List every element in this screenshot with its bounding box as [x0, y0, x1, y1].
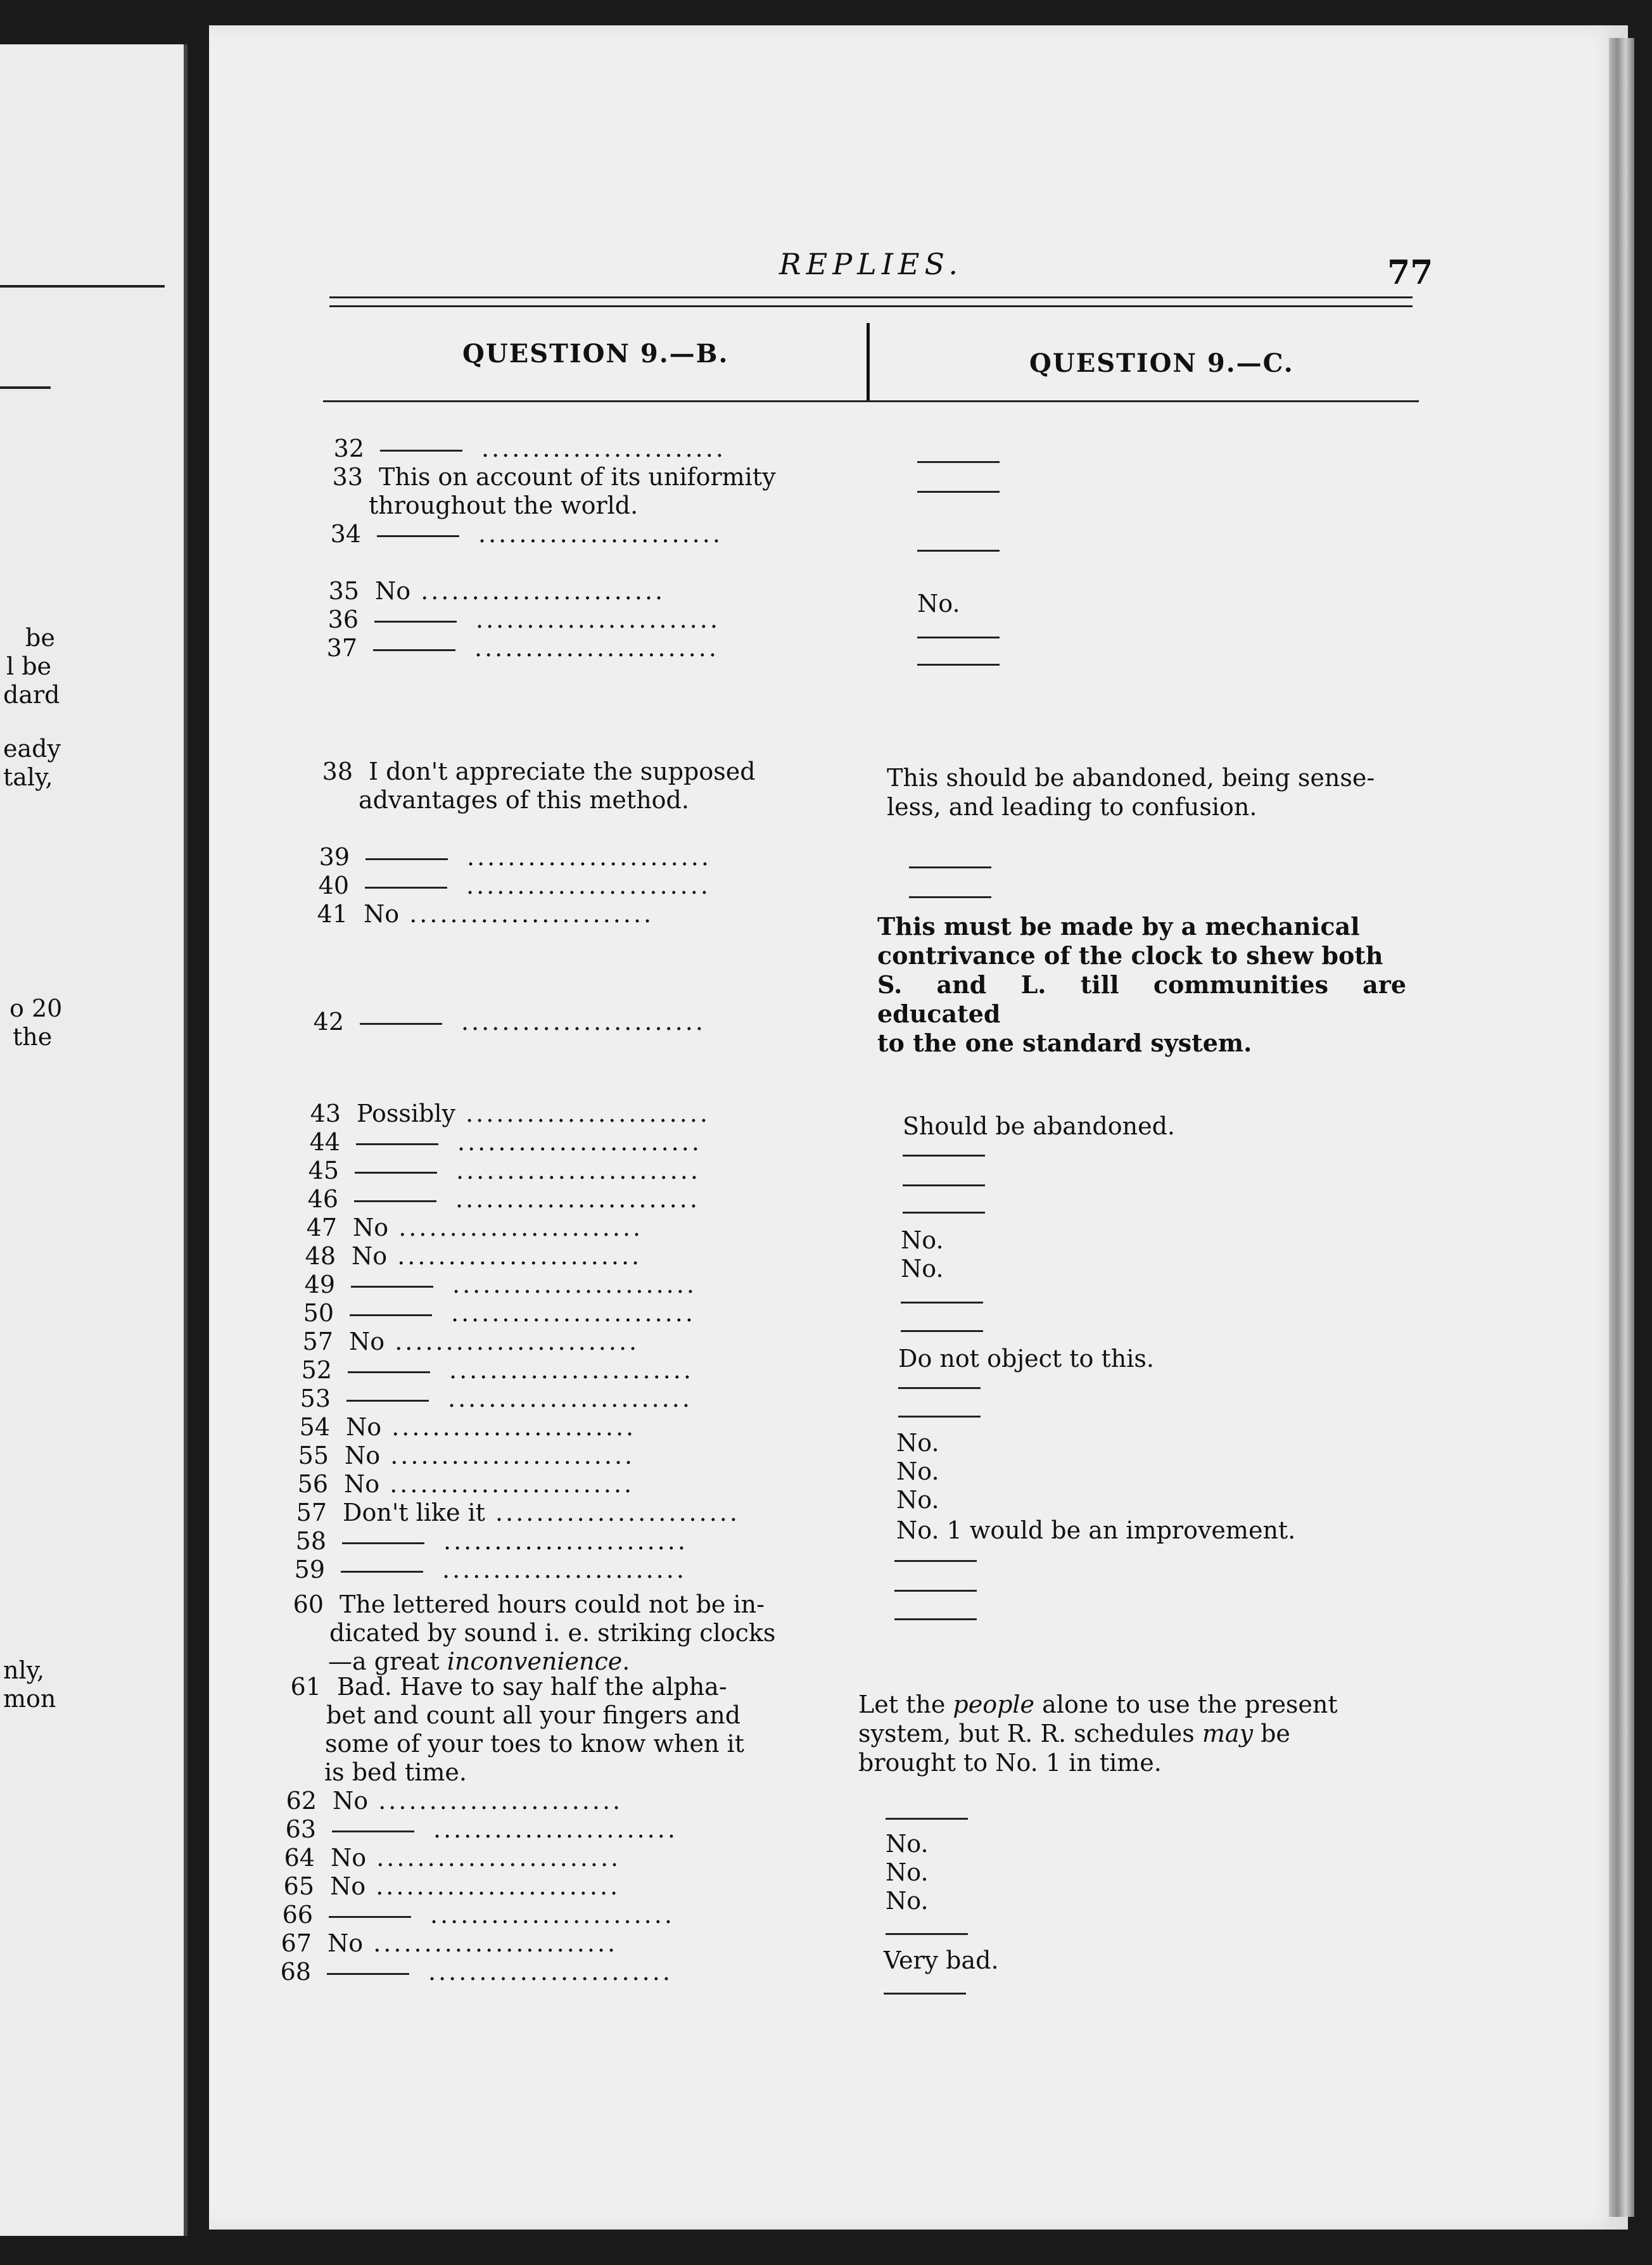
answer-b: ........................	[360, 1007, 706, 1036]
answer-c: This must be made by a mechanical contrivance of the clock to shew both S. and L. till communities are educated to the one standard system.	[877, 912, 1406, 1057]
blank-answer	[909, 866, 991, 868]
row-number: 37	[326, 634, 357, 662]
answer-c: No.	[896, 1486, 939, 1514]
answer-b: ........................	[329, 1900, 675, 1929]
row-number: 46	[307, 1185, 338, 1213]
blank-answer	[898, 1387, 981, 1389]
row-number: 57	[302, 1328, 333, 1355]
answer-b: ........................	[365, 842, 711, 872]
page-edge	[1609, 38, 1634, 2217]
row-number: 64	[284, 1844, 315, 1872]
facing-page-fragment	[0, 44, 187, 2236]
row-number: 55	[298, 1442, 329, 1469]
row-number: 66	[282, 1901, 313, 1929]
answer-b: is bed time.	[324, 1758, 467, 1786]
answer-b: The lettered hours could not be in-	[340, 1590, 765, 1618]
answer-b: advantages of this method.	[359, 786, 689, 814]
blank-answer	[894, 1560, 977, 1562]
answer-b: No ........................	[327, 1929, 618, 1957]
row-number: 32	[333, 435, 364, 462]
blank-answer	[917, 664, 1000, 666]
row-number: 49	[304, 1271, 335, 1298]
answer-b: ........................	[342, 1526, 688, 1556]
row-number: 39	[319, 843, 350, 871]
answer-b: ........................	[373, 633, 719, 663]
head-rule	[323, 400, 1419, 402]
answer-b: ........................	[377, 519, 723, 549]
facing-rule	[0, 285, 165, 288]
answer-c: Very bad.	[884, 1946, 999, 1974]
blank-answer	[886, 1818, 968, 1820]
row-number: 53	[300, 1385, 331, 1412]
answer-c: Let the people alone to use the present system, but R. R. schedules may be brought to No. 1 in time.	[858, 1691, 1338, 1777]
blank-answer	[886, 1933, 968, 1935]
blank-answer	[903, 1184, 985, 1186]
row-number: 33	[332, 463, 363, 491]
answer-b: dicated by sound i. e. striking clocks	[329, 1619, 776, 1647]
answer-b: ........................	[327, 1957, 673, 1986]
head-rule	[329, 305, 1413, 307]
facing-text: taly,	[3, 763, 53, 791]
row-number: 68	[280, 1958, 311, 1986]
answer-b: ........................	[380, 434, 726, 463]
answer-c: This should be abandoned, being sense- less, and leading to confusion.	[887, 764, 1375, 821]
blank-answer	[901, 1302, 983, 1304]
answer-b: ........................	[332, 1815, 678, 1844]
blank-answer	[901, 1330, 983, 1332]
blank-answer	[903, 1155, 985, 1157]
answer-b: ........................	[341, 1555, 687, 1584]
answer-c: No.	[886, 1858, 929, 1886]
blank-answer	[917, 550, 1000, 552]
answer-b: This on account of its uniformity	[379, 463, 776, 491]
row-number: 36	[327, 606, 359, 633]
answer-b: Bad. Have to say half the alpha-	[337, 1673, 727, 1701]
facing-text: the	[13, 1023, 53, 1051]
row-number: 57	[296, 1499, 327, 1526]
answer-b: throughout the world.	[369, 492, 639, 519]
answer-b: No ........................	[333, 1787, 623, 1815]
answer-c: No.	[896, 1457, 939, 1485]
answer-b: some of your toes to know when it	[325, 1730, 744, 1758]
blank-answer	[894, 1590, 977, 1592]
row-number: 63	[285, 1815, 316, 1843]
row-number: 38	[322, 758, 353, 785]
answer-b: ........................	[356, 1127, 702, 1157]
answer-c: No.	[917, 590, 960, 618]
answer-b: No ........................	[344, 1470, 635, 1498]
facing-text: nly,	[3, 1656, 45, 1684]
row-number: 41	[317, 900, 348, 928]
answer-b: ........................	[354, 1184, 700, 1214]
answer-b: No ........................	[353, 1214, 644, 1241]
row-number: 52	[301, 1356, 332, 1384]
answer-b: bet and count all your fingers and	[326, 1701, 741, 1729]
answer-c: No.	[886, 1830, 929, 1858]
answer-b: ........................	[350, 1298, 696, 1328]
answer-b: ........................	[346, 1384, 692, 1413]
answer-c: Should be abandoned.	[903, 1112, 1175, 1140]
answer-c: Do not object to this.	[898, 1345, 1154, 1373]
answer-b: —a great inconvenience.	[328, 1647, 630, 1675]
blank-answer	[903, 1212, 985, 1214]
page-number: 77	[1387, 253, 1433, 292]
column-head-b: QUESTION 9.—B.	[462, 339, 729, 369]
blank-answer	[909, 896, 991, 898]
answer-b: ........................	[374, 605, 720, 634]
row-number: 42	[313, 1008, 344, 1036]
column-divider	[867, 323, 870, 402]
answer-b: ........................	[348, 1355, 694, 1385]
answer-b: No ........................	[349, 1328, 640, 1355]
column-head-c: QUESTION 9.—C.	[1029, 348, 1294, 378]
facing-text: l be	[6, 652, 52, 680]
facing-text: be	[25, 624, 55, 652]
row-number: 50	[303, 1299, 334, 1327]
row-number: 54	[299, 1413, 330, 1441]
answer-b: I don't appreciate the supposed	[369, 758, 756, 785]
answer-b: Possibly ........................	[357, 1100, 710, 1127]
row-number: 58	[295, 1527, 326, 1555]
blank-answer	[917, 491, 1000, 493]
row-number: 62	[286, 1787, 317, 1815]
head-rule	[329, 296, 1413, 298]
answer-c: No.	[901, 1255, 944, 1283]
blank-answer	[917, 461, 1000, 463]
answer-b: ........................	[355, 1156, 701, 1185]
facing-text: eady	[3, 735, 61, 763]
blank-answer	[894, 1618, 977, 1620]
answer-b: No ........................	[330, 1872, 621, 1900]
blank-answer	[884, 1993, 966, 1995]
row-number: 47	[306, 1214, 337, 1241]
row-number: 43	[310, 1100, 341, 1127]
facing-text: o 20	[10, 994, 63, 1022]
facing-text: dard	[3, 681, 60, 709]
row-number: 40	[318, 872, 349, 899]
answer-b: No ........................	[364, 900, 654, 928]
blank-answer	[917, 637, 1000, 638]
answer-c: No.	[886, 1887, 929, 1915]
answer-b: No ........................	[346, 1413, 637, 1441]
answer-c: No.	[896, 1429, 939, 1457]
answer-b: Don't like it ........................	[343, 1499, 740, 1526]
row-number: 65	[283, 1872, 314, 1900]
row-number: 61	[290, 1673, 321, 1701]
answer-c: No.	[901, 1226, 944, 1254]
row-number: 60	[293, 1590, 324, 1618]
row-number: 56	[297, 1470, 328, 1498]
answer-c: No. 1 would be an improvement.	[896, 1516, 1296, 1544]
answer-b: No ........................	[352, 1242, 642, 1270]
row-number: 59	[294, 1556, 325, 1583]
answer-b: ........................	[351, 1270, 697, 1299]
answer-b: No ........................	[331, 1844, 621, 1872]
answer-b: No ........................	[375, 577, 666, 605]
row-number: 67	[281, 1929, 312, 1957]
row-number: 35	[328, 577, 359, 605]
blank-answer	[898, 1416, 981, 1418]
facing-text: mon	[3, 1685, 56, 1713]
running-head: REPLIES.	[779, 247, 963, 281]
facing-rule	[0, 386, 51, 389]
answer-b: ........................	[365, 871, 711, 900]
row-number: 34	[330, 520, 361, 548]
answer-b: No ........................	[345, 1442, 635, 1469]
row-number: 45	[308, 1157, 339, 1184]
row-number: 44	[309, 1128, 340, 1156]
row-number: 48	[305, 1242, 336, 1270]
